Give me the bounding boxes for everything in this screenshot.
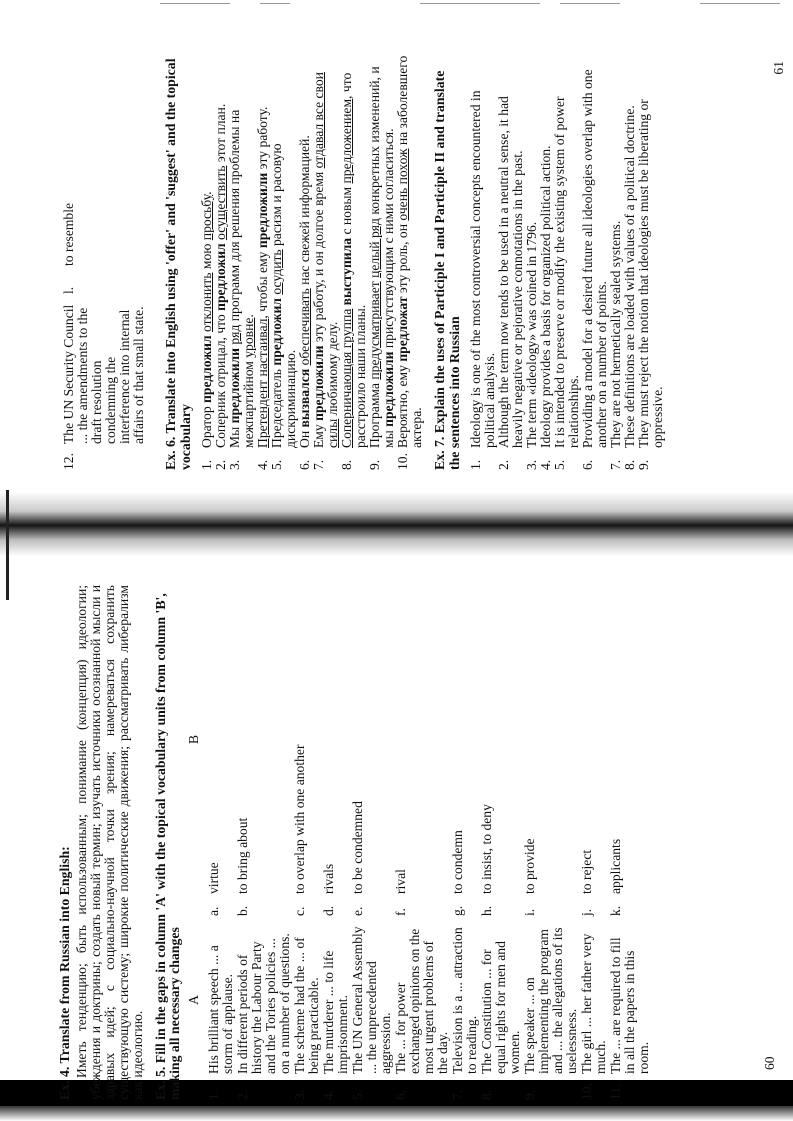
ex5-col-a-cell: The ... for power exchanged opinions on the most urgent problems of the day. (392, 928, 450, 1074)
item-number: 5. (269, 459, 284, 470)
ex5-col-b-cell: to resemble (61, 202, 76, 266)
row-number: 3. (291, 1089, 307, 1100)
ex5-row (322, 585, 351, 1100)
ex5-col-a-cell: His brilliant speech ... a storm of applause. (205, 945, 235, 1074)
item-number: 2. (213, 459, 228, 470)
item-text: Ideology is one of the most controversial concepts encountered in political analysis. (468, 90, 497, 448)
ex4-text: Иметь тенденцию; быть использованным; понимание (концепция) идеологии; убеждения и доктрины; создать новый термин; изучать источники осознанной мысли и здравых идей; с социально-научной точки зрения; намереваться сохранить существующую систему; широкие политические движения; рассматривать либерализм как идеологию. (73, 585, 145, 1100)
ex5-col-b-cell: virtue (205, 862, 221, 894)
item-number: 8. (339, 459, 354, 470)
row-letter: b. (234, 905, 250, 916)
ex5-row (451, 585, 480, 1100)
row-number: 2. (234, 1089, 250, 1100)
list-item (539, 55, 553, 470)
item-text: Ему предложили эту работу, и он долгое время отдавал все свои силы любимому делу. (311, 72, 340, 448)
list-item (396, 55, 424, 470)
item-number: 6. (580, 459, 595, 470)
ex6-title: Ex. 6. Translate into English using 'offer' and 'suggest' and the topical vocabulary (163, 58, 193, 470)
list-item (340, 55, 368, 470)
row-letter: g. (449, 905, 465, 916)
item-number: 3. (524, 459, 539, 470)
list-item (525, 55, 539, 470)
ex5-col-b-cell: to bring about (234, 817, 250, 894)
item-number: 7. (311, 459, 326, 470)
item-text: They are not hermetically sealed systems. (608, 220, 623, 448)
item-number: 6. (297, 459, 312, 470)
ex5-row-12 (62, 55, 146, 470)
ex5-col-b-cell: to provide (521, 838, 537, 894)
line: interference into internal (117, 309, 132, 444)
row-number: 9. (521, 1089, 537, 1100)
ex5-col-a-cell: The murderer ... to life imprisonment. (320, 950, 350, 1074)
line: draft resolution (89, 360, 104, 444)
ex5-row (580, 585, 609, 1100)
line: affairs of that small state. (131, 306, 146, 444)
ex5-row (523, 585, 580, 1100)
page-61 (61, 55, 786, 470)
ex5-col-a-cell: Television is a ... attraction to reading. (449, 927, 479, 1074)
row-number: 5. (349, 1089, 365, 1100)
item-text: Although the term now tends to be used in a neutral sense, it had heavily negative or pejorative connotations in the past. (496, 96, 525, 448)
ex7-title: Ex. 7. Explain the uses of Participle I and Participle II and translate the sentences into Russian (432, 70, 462, 470)
list-item (270, 55, 298, 470)
ex5-col-b-cell: applicants (607, 838, 623, 894)
row-number: 11. (607, 1083, 623, 1100)
ex5-col-b-cell: to be condemned (349, 801, 365, 894)
row-letter: f. (392, 908, 408, 916)
list-item (623, 55, 637, 470)
row-letter: i. (521, 908, 537, 916)
ex5-row (609, 585, 652, 1100)
list-item (497, 55, 525, 470)
row-letter: c. (291, 906, 307, 916)
col-a-header: A (185, 995, 201, 1005)
page-number-61: 61 (771, 61, 786, 75)
row-number: 8. (478, 1089, 494, 1100)
list-item (298, 55, 312, 470)
row-number: 6. (392, 1089, 408, 1100)
ex5-col-a-cell: In different periods of history the Labour Party and the Tories policies ... on a number of questions. (234, 933, 292, 1074)
ex5-row (394, 585, 451, 1100)
item-number: 8. (622, 459, 637, 470)
ex5-col-a-cell: The ... are required to fill in all the papers in this room. (607, 937, 651, 1074)
item-text: Председатель предложил осудить расизм и расовую дискриминацию. (269, 143, 298, 448)
item-text: Ideology provides a basis for organized political action. (538, 145, 553, 448)
item-text: Соперничающая группа выступила с новым предложением, что расстроило наши планы. (339, 72, 368, 448)
ex5-row (293, 585, 322, 1100)
list-item (256, 55, 270, 470)
item-number: 4. (538, 459, 553, 470)
item-number: 10. (395, 453, 410, 470)
ex5-col-b-cell: to reject (578, 849, 594, 894)
row-letter: j. (578, 908, 594, 916)
scan-bottom-fade (0, 1106, 793, 1121)
page-number-60: 60 (762, 1056, 777, 1070)
ex6-list (200, 55, 424, 470)
ex5-col-a-cell: The scheme had the ... of being practicable. (291, 937, 321, 1074)
item-number: 9. (367, 459, 382, 470)
row-number: 4. (320, 1089, 336, 1100)
list-item (609, 55, 623, 470)
item-text: Претендент настаивал, чтобы ему предложили эту работу. (255, 106, 270, 448)
row-letter: e. (349, 906, 365, 916)
row-number: 10. (578, 1083, 594, 1100)
row-number: 7. (449, 1089, 465, 1100)
item-text: Мы предложили ряд программ для решения проблемы на межпартийном уровне. (227, 109, 256, 448)
col-b-header: B (185, 734, 201, 745)
ex5-row (207, 585, 236, 1100)
item-text: Оратор предложил отклонить мою просьбу. (199, 191, 214, 448)
row-number: 1. (205, 1089, 221, 1100)
ex5-col-a-cell: The UN General Assembly ... the unprecedented aggression. (349, 926, 393, 1074)
ex5-col-b-cell: to insist, to deny (478, 804, 494, 894)
item-text: The term «ideology» was coined in 1796. (524, 221, 539, 448)
ex5-col-b-cell: rivals (320, 863, 336, 894)
item-number: 2. (496, 459, 511, 470)
item-text: Программа предусматривает целый ряд конкретных изменений, и мы предложили присутствующим с ними согласиться. (367, 66, 396, 448)
list-item (637, 55, 665, 470)
item-number: 5. (552, 459, 567, 470)
row-letter: k. (607, 905, 623, 916)
ex5-row (236, 585, 293, 1100)
item-number: 9. (636, 459, 651, 470)
row-letter: h. (478, 905, 494, 916)
item-text: These definitions are loaded with values of a political doctrine. (622, 105, 637, 448)
scan-edge-mark (6, 490, 9, 600)
ex5-col-a-cell: The speaker ... on implementing the program and ... the allegations of its uselessness. (521, 927, 579, 1074)
ex5-col-a-cell: The girl ... her father very much. (578, 933, 608, 1074)
line: condemning the (103, 356, 118, 444)
list-item (581, 55, 609, 470)
item-text: Он вызвался обеспечивать нас свежей информацией. (297, 135, 312, 448)
item-number: 7. (608, 459, 623, 470)
item-text: It is intended to preserve or modify the existing system of power relationships. (552, 96, 581, 448)
line: The UN Security Council (61, 304, 76, 444)
list-item (228, 55, 256, 470)
ex5-row (480, 585, 523, 1100)
list-item (200, 55, 214, 470)
item-number: 1. (199, 459, 214, 470)
list-item (469, 55, 497, 470)
ex5-title: Ex. 5. Fill in the gaps in column 'A' with the topical vocabulary units from column 'B', making all necessary changes (152, 593, 182, 1100)
ex5-row (351, 585, 394, 1100)
scan-edge-top (0, 0, 793, 8)
item-number: 3. (227, 459, 242, 470)
ex5-col-b-cell: to overlap with one another (291, 744, 307, 894)
row-letter: a. (205, 906, 221, 916)
ex5-table (185, 585, 652, 1100)
ex5-col-b-cell: rival (392, 869, 408, 894)
list-item (368, 55, 396, 470)
ex7-list (469, 55, 665, 470)
ex5-col-b-cell: to condemn (449, 830, 465, 894)
list-item (214, 55, 228, 470)
list-item (553, 55, 581, 470)
row-letter: l. (61, 286, 76, 294)
item-number: 4. (255, 459, 270, 470)
ex5-col-a-cell: The Constitution ... for equal rights for men and women. (478, 941, 522, 1074)
item-text: Вероятно, ему предложат эту роль, он очень похож на заболевшего актера. (395, 55, 424, 448)
ex5-col-a-cell (62, 294, 146, 444)
page-60 (58, 585, 783, 1100)
list-item (312, 55, 340, 470)
item-text: Соперник отрицал, что предложил осуществить этот план. (213, 103, 228, 448)
line: ... the amendments to the (75, 307, 90, 444)
item-text: They must reject the notion that ideologies must be liberating or oppressive. (636, 99, 665, 448)
item-text: Providing a model for a desired future all ideologies overlap with one another on a number of points. (580, 69, 609, 448)
row-number: 12. (61, 453, 76, 470)
book-gutter-shadow (0, 492, 793, 556)
row-letter: d. (320, 905, 336, 916)
item-number: 1. (468, 459, 483, 470)
ex4-title: Ex. 4. Translate from Russian into English: (57, 846, 72, 1100)
